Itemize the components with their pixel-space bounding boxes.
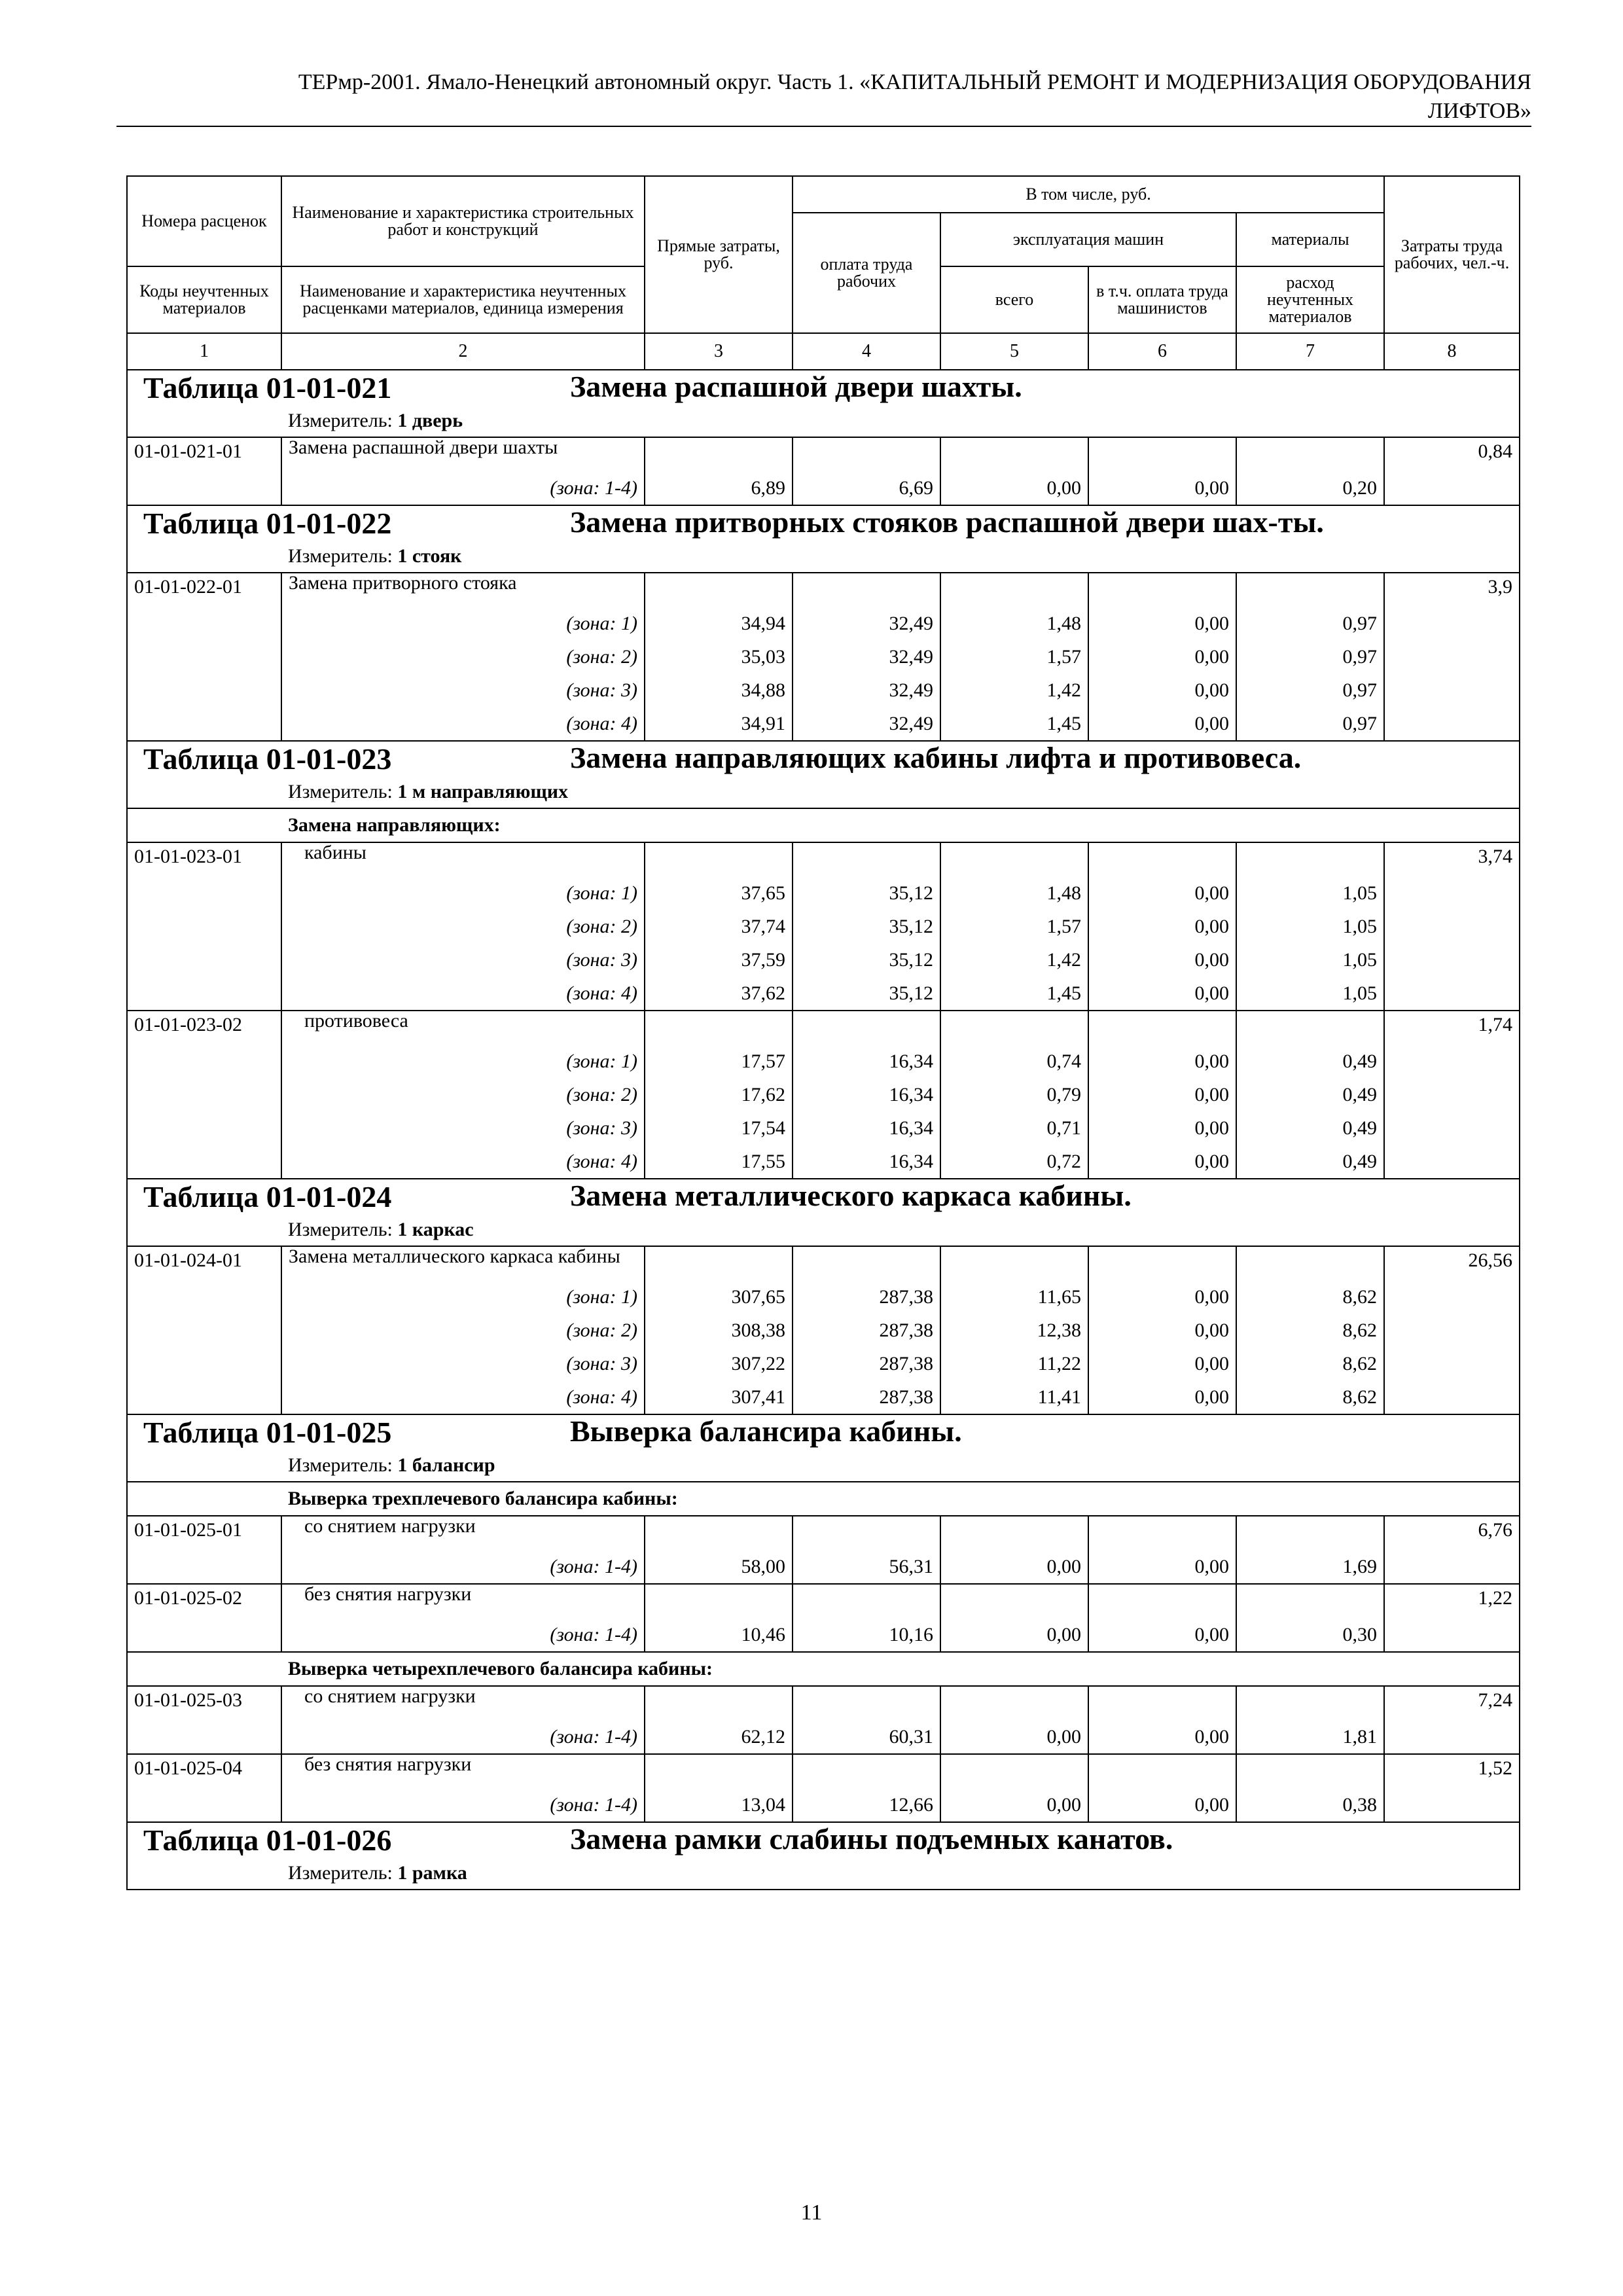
rate-code: 01-01-024-01 <box>127 1246 281 1414</box>
labor-pay: 16,34 <box>793 1045 940 1078</box>
direct-cost: 35,03 <box>645 640 793 673</box>
labor-pay: 32,49 <box>793 707 940 741</box>
labor-cost: 3,74 <box>1384 842 1520 1011</box>
machines-total: 11,22 <box>940 1347 1088 1380</box>
materials: 0,49 <box>1236 1145 1384 1179</box>
meter-value: 1 м направляющих <box>397 781 569 802</box>
rate-name: Замена распашной двери шахты <box>281 437 645 471</box>
zone-label: (зона: 2) <box>281 1078 645 1111</box>
machines-operator-pay: 0,00 <box>1088 673 1236 707</box>
machines-total: 1,42 <box>940 943 1088 977</box>
zone-label: (зона: 4) <box>281 1145 645 1179</box>
table-number: Таблица 01-01-024 <box>143 1180 392 1213</box>
machines-operator-pay: 0,00 <box>1088 707 1236 741</box>
machines-operator-pay: 0,00 <box>1088 607 1236 640</box>
meter-label: Измеритель: <box>288 1219 393 1240</box>
zone-label: (зона: 4) <box>281 1380 645 1414</box>
direct-cost: 34,88 <box>645 673 793 707</box>
materials: 0,38 <box>1236 1788 1384 1822</box>
col-number: 2 <box>281 333 645 370</box>
zone-label: (зона: 3) <box>281 1111 645 1145</box>
labor-pay: 35,12 <box>793 943 940 977</box>
zone-label: (зона: 2) <box>281 1314 645 1347</box>
labor-pay: 32,49 <box>793 607 940 640</box>
materials: 0,49 <box>1236 1045 1384 1078</box>
materials: 1,05 <box>1236 876 1384 910</box>
rate-name: без снятия нагрузки <box>281 1584 645 1618</box>
machines-total: 11,41 <box>940 1380 1088 1414</box>
machines-operator-pay: 0,00 <box>1088 1550 1236 1584</box>
zone-label: (зона: 1-4) <box>281 1788 645 1822</box>
machines-operator-pay: 0,00 <box>1088 876 1236 910</box>
machines-operator-pay: 0,00 <box>1088 977 1236 1011</box>
machines-operator-pay: 0,00 <box>1088 910 1236 943</box>
labor-pay: 16,34 <box>793 1145 940 1179</box>
zone-label: (зона: 3) <box>281 673 645 707</box>
direct-cost: 6,89 <box>645 471 793 505</box>
machines-total: 0,00 <box>940 1550 1088 1584</box>
direct-cost: 17,57 <box>645 1045 793 1078</box>
table-number: Таблица 01-01-026 <box>143 1823 392 1857</box>
machines-total: 0,00 <box>940 1720 1088 1754</box>
materials: 8,62 <box>1236 1380 1384 1414</box>
table-number: Таблица 01-01-021 <box>143 371 392 404</box>
materials: 8,62 <box>1236 1280 1384 1314</box>
meter-value: 1 дверь <box>397 410 463 431</box>
materials: 0,97 <box>1236 607 1384 640</box>
zone-label: (зона: 3) <box>281 943 645 977</box>
col-machines: эксплуатация машин <box>940 213 1236 266</box>
labor-cost: 1,74 <box>1384 1011 1520 1179</box>
zone-label: (зона: 1-4) <box>281 1720 645 1754</box>
rate-code: 01-01-023-02 <box>127 1011 281 1179</box>
table-title: Замена рамки слабины подъемных канатов. <box>570 1822 1173 1856</box>
rate-name: Замена притворного стояка <box>281 573 645 607</box>
zone-label: (зона: 1-4) <box>281 1618 645 1652</box>
machines-operator-pay: 0,00 <box>1088 1280 1236 1314</box>
table-title: Замена притворных стояков распашной двери шах-ты. <box>570 505 1324 539</box>
col-incl: В том числе, руб. <box>793 176 1384 213</box>
meter-label: Измеритель: <box>288 545 393 567</box>
machines-total: 0,71 <box>940 1111 1088 1145</box>
machines-operator-pay: 0,00 <box>1088 471 1236 505</box>
direct-cost: 17,62 <box>645 1078 793 1111</box>
machines-operator-pay: 0,00 <box>1088 1347 1236 1380</box>
direct-cost: 17,55 <box>645 1145 793 1179</box>
direct-cost: 37,74 <box>645 910 793 943</box>
machines-total: 0,74 <box>940 1045 1088 1078</box>
direct-cost: 37,62 <box>645 977 793 1011</box>
zone-label: (зона: 1) <box>281 607 645 640</box>
col-machines-incl: в т.ч. оплата труда машинистов <box>1088 266 1236 333</box>
rate-code: 01-01-023-01 <box>127 842 281 1011</box>
zone-label: (зона: 1) <box>281 1045 645 1078</box>
materials: 0,97 <box>1236 640 1384 673</box>
labor-pay: 287,38 <box>793 1347 940 1380</box>
zone-label: (зона: 2) <box>281 910 645 943</box>
zone-label: (зона: 1-4) <box>281 471 645 505</box>
zone-label: (зона: 2) <box>281 640 645 673</box>
table-title: Выверка балансира кабины. <box>570 1414 962 1448</box>
rate-name: со снятием нагрузки <box>281 1686 645 1720</box>
col-labor-pay: оплата труда рабочих <box>793 213 940 333</box>
col-materials-sub: расход неучтенных материалов <box>1236 266 1384 333</box>
machines-total: 0,00 <box>940 1788 1088 1822</box>
machines-operator-pay: 0,00 <box>1088 1145 1236 1179</box>
materials: 0,97 <box>1236 673 1384 707</box>
machines-total: 1,48 <box>940 876 1088 910</box>
materials: 8,62 <box>1236 1347 1384 1380</box>
group-heading: Выверка четырехплечевого балансира кабины: <box>281 1652 1520 1686</box>
labor-cost: 26,56 <box>1384 1246 1520 1414</box>
col-materials: материалы <box>1236 213 1384 266</box>
col-direct: Прямые затраты, руб. <box>645 176 793 333</box>
running-header-line1: ТЕРмр-2001. Ямало-Ненецкий автономный округ. Часть 1. «КАПИТАЛЬНЫЙ РЕМОНТ И МОДЕРНИЗАЦИЯ ОБОРУДОВАНИЯ <box>298 70 1531 94</box>
labor-pay: 35,12 <box>793 910 940 943</box>
labor-pay: 32,49 <box>793 640 940 673</box>
machines-total: 0,72 <box>940 1145 1088 1179</box>
direct-cost: 58,00 <box>645 1550 793 1584</box>
labor-pay: 35,12 <box>793 876 940 910</box>
col-name-top: Наименование и характеристика строительных работ и конструкций <box>281 176 645 266</box>
materials: 1,05 <box>1236 910 1384 943</box>
direct-cost: 37,59 <box>645 943 793 977</box>
machines-operator-pay: 0,00 <box>1088 640 1236 673</box>
machines-total: 0,00 <box>940 1618 1088 1652</box>
direct-cost: 17,54 <box>645 1111 793 1145</box>
meter-label: Измеритель: <box>288 1454 393 1476</box>
rate-code: 01-01-025-04 <box>127 1754 281 1822</box>
running-header <box>116 68 1531 126</box>
meter-value: 1 каркас <box>397 1219 474 1240</box>
direct-cost: 10,46 <box>645 1618 793 1652</box>
zone-label: (зона: 3) <box>281 1347 645 1380</box>
running-header-line2: ЛИФТОВ» <box>1427 99 1531 123</box>
header-rule <box>116 126 1531 127</box>
col-number: 7 <box>1236 333 1384 370</box>
col-number: 4 <box>793 333 940 370</box>
labor-pay: 32,49 <box>793 673 940 707</box>
machines-total: 1,45 <box>940 707 1088 741</box>
labor-cost: 6,76 <box>1384 1516 1520 1584</box>
meter-label: Измеритель: <box>288 1862 393 1884</box>
table-title: Замена направляющих кабины лифта и противовеса. <box>570 741 1302 774</box>
machines-total: 1,57 <box>940 910 1088 943</box>
labor-cost: 0,84 <box>1384 437 1520 505</box>
meter-value: 1 балансир <box>397 1454 495 1476</box>
machines-operator-pay: 0,00 <box>1088 1788 1236 1822</box>
machines-operator-pay: 0,00 <box>1088 1720 1236 1754</box>
rate-name: Замена металлического каркаса кабины <box>281 1246 645 1280</box>
machines-total: 0,79 <box>940 1078 1088 1111</box>
labor-pay: 6,69 <box>793 471 940 505</box>
labor-pay: 287,38 <box>793 1314 940 1347</box>
labor-pay: 287,38 <box>793 1380 940 1414</box>
meter-label: Измеритель: <box>288 410 393 431</box>
labor-cost: 3,9 <box>1384 573 1520 741</box>
machines-total: 1,42 <box>940 673 1088 707</box>
machines-total: 1,57 <box>940 640 1088 673</box>
col-number: 5 <box>940 333 1088 370</box>
col-codes-top: Номера расценок <box>127 176 281 266</box>
labor-pay: 60,31 <box>793 1720 940 1754</box>
direct-cost: 307,65 <box>645 1280 793 1314</box>
col-labor-cost: Затраты труда рабочих, чел.-ч. <box>1384 176 1520 333</box>
machines-total: 0,00 <box>940 471 1088 505</box>
materials: 0,20 <box>1236 471 1384 505</box>
rate-code: 01-01-025-03 <box>127 1686 281 1754</box>
zone-label: (зона: 1) <box>281 1280 645 1314</box>
machines-total: 11,65 <box>940 1280 1088 1314</box>
materials: 1,69 <box>1236 1550 1384 1584</box>
table-title: Замена металлического каркаса кабины. <box>570 1179 1132 1212</box>
table-number: Таблица 01-01-023 <box>143 742 392 776</box>
meter-label: Измеритель: <box>288 781 393 802</box>
col-codes-bottom: Коды неучтенных материалов <box>127 266 281 333</box>
machines-total: 1,48 <box>940 607 1088 640</box>
direct-cost: 37,65 <box>645 876 793 910</box>
col-name-bottom: Наименование и характеристика неучтенных расценками материалов, единица измерения <box>281 266 645 333</box>
group-heading: Выверка трехплечевого балансира кабины: <box>281 1482 1520 1516</box>
machines-operator-pay: 0,00 <box>1088 1078 1236 1111</box>
direct-cost: 62,12 <box>645 1720 793 1754</box>
direct-cost: 307,22 <box>645 1347 793 1380</box>
direct-cost: 308,38 <box>645 1314 793 1347</box>
rate-name: со снятием нагрузки <box>281 1516 645 1550</box>
rate-code: 01-01-025-02 <box>127 1584 281 1652</box>
rates-table <box>126 175 1520 1890</box>
col-number: 6 <box>1088 333 1236 370</box>
labor-pay: 16,34 <box>793 1111 940 1145</box>
rate-name: кабины <box>281 842 645 876</box>
machines-operator-pay: 0,00 <box>1088 1618 1236 1652</box>
materials: 0,49 <box>1236 1078 1384 1111</box>
table-number: Таблица 01-01-025 <box>143 1416 392 1449</box>
page-number: 11 <box>800 2200 823 2225</box>
labor-cost: 1,52 <box>1384 1754 1520 1822</box>
col-number: 1 <box>127 333 281 370</box>
col-number: 8 <box>1384 333 1520 370</box>
labor-cost: 7,24 <box>1384 1686 1520 1754</box>
machines-operator-pay: 0,00 <box>1088 1314 1236 1347</box>
rate-name: противовеса <box>281 1011 645 1045</box>
labor-pay: 287,38 <box>793 1280 940 1314</box>
rate-code: 01-01-025-01 <box>127 1516 281 1584</box>
direct-cost: 34,94 <box>645 607 793 640</box>
materials: 0,49 <box>1236 1111 1384 1145</box>
labor-pay: 12,66 <box>793 1788 940 1822</box>
group-heading: Замена направляющих: <box>281 808 1520 842</box>
machines-total: 1,45 <box>940 977 1088 1011</box>
zone-label: (зона: 4) <box>281 977 645 1011</box>
rate-code: 01-01-021-01 <box>127 437 281 505</box>
machines-operator-pay: 0,00 <box>1088 943 1236 977</box>
labor-pay: 10,16 <box>793 1618 940 1652</box>
col-machines-total: всего <box>940 266 1088 333</box>
labor-cost: 1,22 <box>1384 1584 1520 1652</box>
table-title: Замена распашной двери шахты. <box>570 370 1022 403</box>
zone-label: (зона: 1-4) <box>281 1550 645 1584</box>
materials: 0,30 <box>1236 1618 1384 1652</box>
materials: 0,97 <box>1236 707 1384 741</box>
labor-pay: 35,12 <box>793 977 940 1011</box>
meter-value: 1 рамка <box>397 1862 467 1884</box>
materials: 1,05 <box>1236 943 1384 977</box>
machines-operator-pay: 0,00 <box>1088 1380 1236 1414</box>
materials: 1,81 <box>1236 1720 1384 1754</box>
materials: 8,62 <box>1236 1314 1384 1347</box>
machines-operator-pay: 0,00 <box>1088 1111 1236 1145</box>
zone-label: (зона: 4) <box>281 707 645 741</box>
rate-code: 01-01-022-01 <box>127 573 281 741</box>
zone-label: (зона: 1) <box>281 876 645 910</box>
direct-cost: 307,41 <box>645 1380 793 1414</box>
machines-total: 12,38 <box>940 1314 1088 1347</box>
meter-value: 1 стояк <box>397 545 462 567</box>
direct-cost: 34,91 <box>645 707 793 741</box>
table-number: Таблица 01-01-022 <box>143 507 392 540</box>
machines-operator-pay: 0,00 <box>1088 1045 1236 1078</box>
materials: 1,05 <box>1236 977 1384 1011</box>
direct-cost: 13,04 <box>645 1788 793 1822</box>
col-number: 3 <box>645 333 793 370</box>
rate-name: без снятия нагрузки <box>281 1754 645 1788</box>
labor-pay: 16,34 <box>793 1078 940 1111</box>
labor-pay: 56,31 <box>793 1550 940 1584</box>
